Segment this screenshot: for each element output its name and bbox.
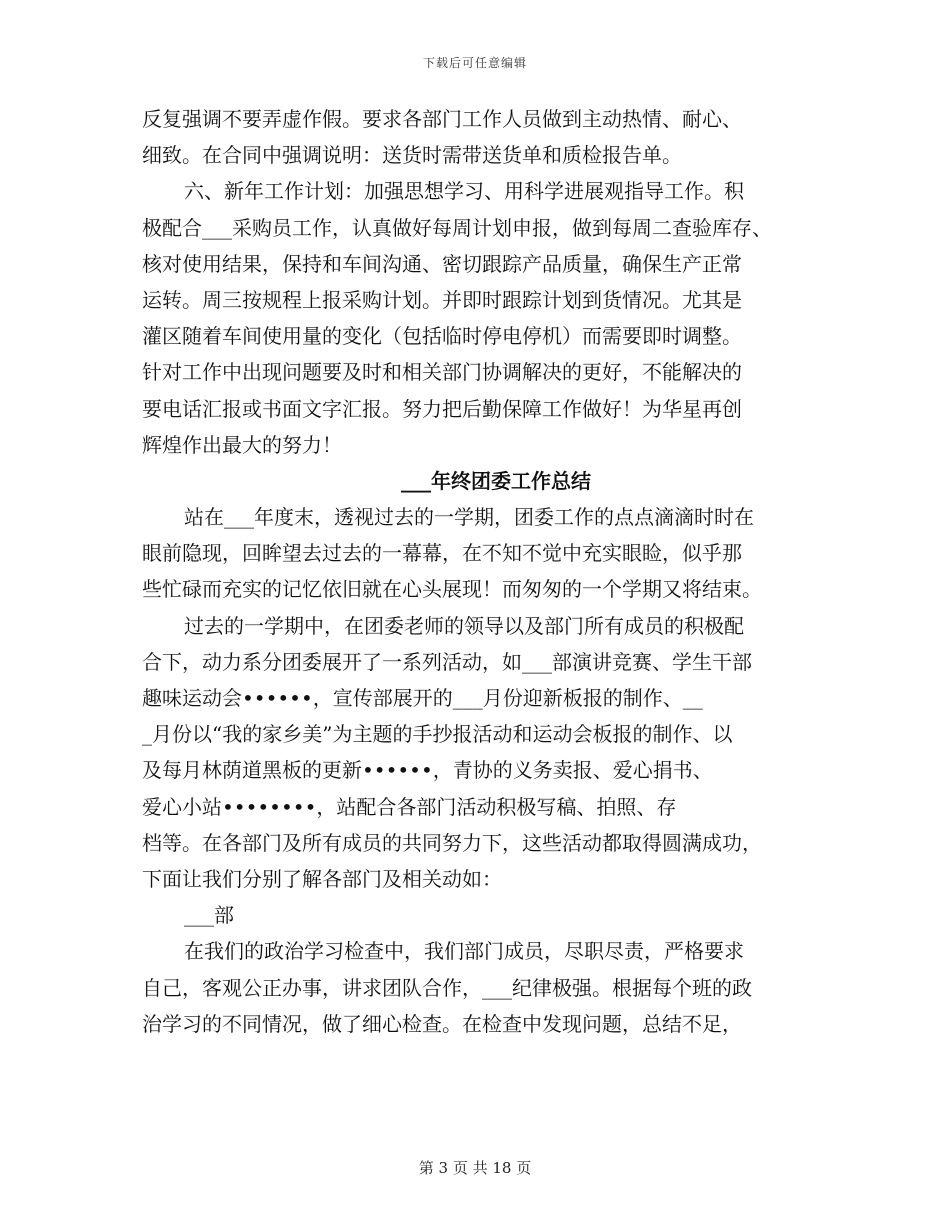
- paragraph-line: 灌区随着车间使用量的变化（包括临时停电停机）而需要即时调整。: [142, 324, 742, 349]
- paragraph-line: 反复强调不要弄虚作假。要求各部门工作人员做到主动热情、耐心、: [142, 107, 742, 131]
- paragraph-line: 站在___年度末，透视过去的一学期，团委工作的点点滴滴时时在: [184, 505, 754, 530]
- paragraph-line: 极配合___采购员工作，认真做好每周计划申报，做到每周二查验库存、: [142, 215, 772, 240]
- page-footer: 第 3 页 共 18 页: [418, 1159, 532, 1177]
- paragraph-line: 爱心小站••••••••，站配合各部门活动积极写稿、拍照、存: [142, 794, 677, 819]
- paragraph-line: 针对工作中出现问题要及时和相关部门协调解决的更好，不能解决的: [142, 360, 742, 385]
- paragraph-line: 档等。在各部门及所有成员的共同努力下，这些活动都取得圆满成功，: [142, 830, 762, 855]
- paragraph-line: 核对使用结果，保持和车间沟通、密切跟踪产品质量，确保生产正常: [142, 251, 742, 276]
- paragraph-line: 合下，动力系分团委展开了一系列活动，如___部演讲竞赛、学生干部: [142, 649, 752, 674]
- paragraph-line: 要电话汇报或书面文字汇报。努力把后勤保障工作做好！为华星再创: [142, 396, 742, 421]
- paragraph-line: 些忙碌而充实的记忆依旧就在心头展现！而匆匆的一个学期又将结束。: [142, 577, 762, 602]
- paragraph-line: 治学习的不同情况，做了细心检查。在检查中发现问题，总结不足，: [142, 1011, 742, 1036]
- paragraph-line: 及每月林荫道黑板的更新••••••，青协的义务卖报、爱心捐书、: [142, 758, 713, 783]
- page-header: 下载后可任意编辑: [422, 56, 527, 70]
- paragraph-line: _月份以“我的家乡美”为主题的手抄报活动和运动会板报的制作、以: [142, 722, 733, 747]
- body-text: [142, 101, 810, 1042]
- section-title: ___年终团委工作总结: [401, 468, 591, 493]
- paragraph-line: 趣味运动会••••••，宣传部展开的___月份迎新板报的制作、__: [142, 686, 703, 710]
- paragraph-line: 过去的一学期中，在团委老师的领导以及部门所有成员的积极配: [184, 613, 744, 638]
- paragraph-line: 辉煌作出最大的努力！: [142, 432, 342, 457]
- paragraph-line: 下面让我们分别了解各部门及相关动如：: [142, 866, 502, 891]
- paragraph-line: 细致。在合同中强调说明：送货时需带送货单和质检报告单。: [142, 143, 682, 168]
- paragraph-line: 在我们的政治学习检查中，我们部门成员，尽职尽责，严格要求: [184, 939, 744, 964]
- paragraph-line: 自己，客观公正办事，讲求团队合作，___纪律极强。根据每个班的政: [142, 975, 752, 1000]
- paragraph-line: 眼前隐现，回眸望去过去的一幕幕，在不知不觉中充实眼睑，似乎那: [142, 541, 742, 566]
- subsection-heading: ___部: [184, 903, 234, 928]
- paragraph-line: 六、新年工作计划：加强思想学习、用科学进展观指导工作。积: [184, 179, 744, 204]
- paragraph-line: 运转。周三按规程上报采购计划。并即时跟踪计划到货情况。尤其是: [142, 287, 742, 312]
